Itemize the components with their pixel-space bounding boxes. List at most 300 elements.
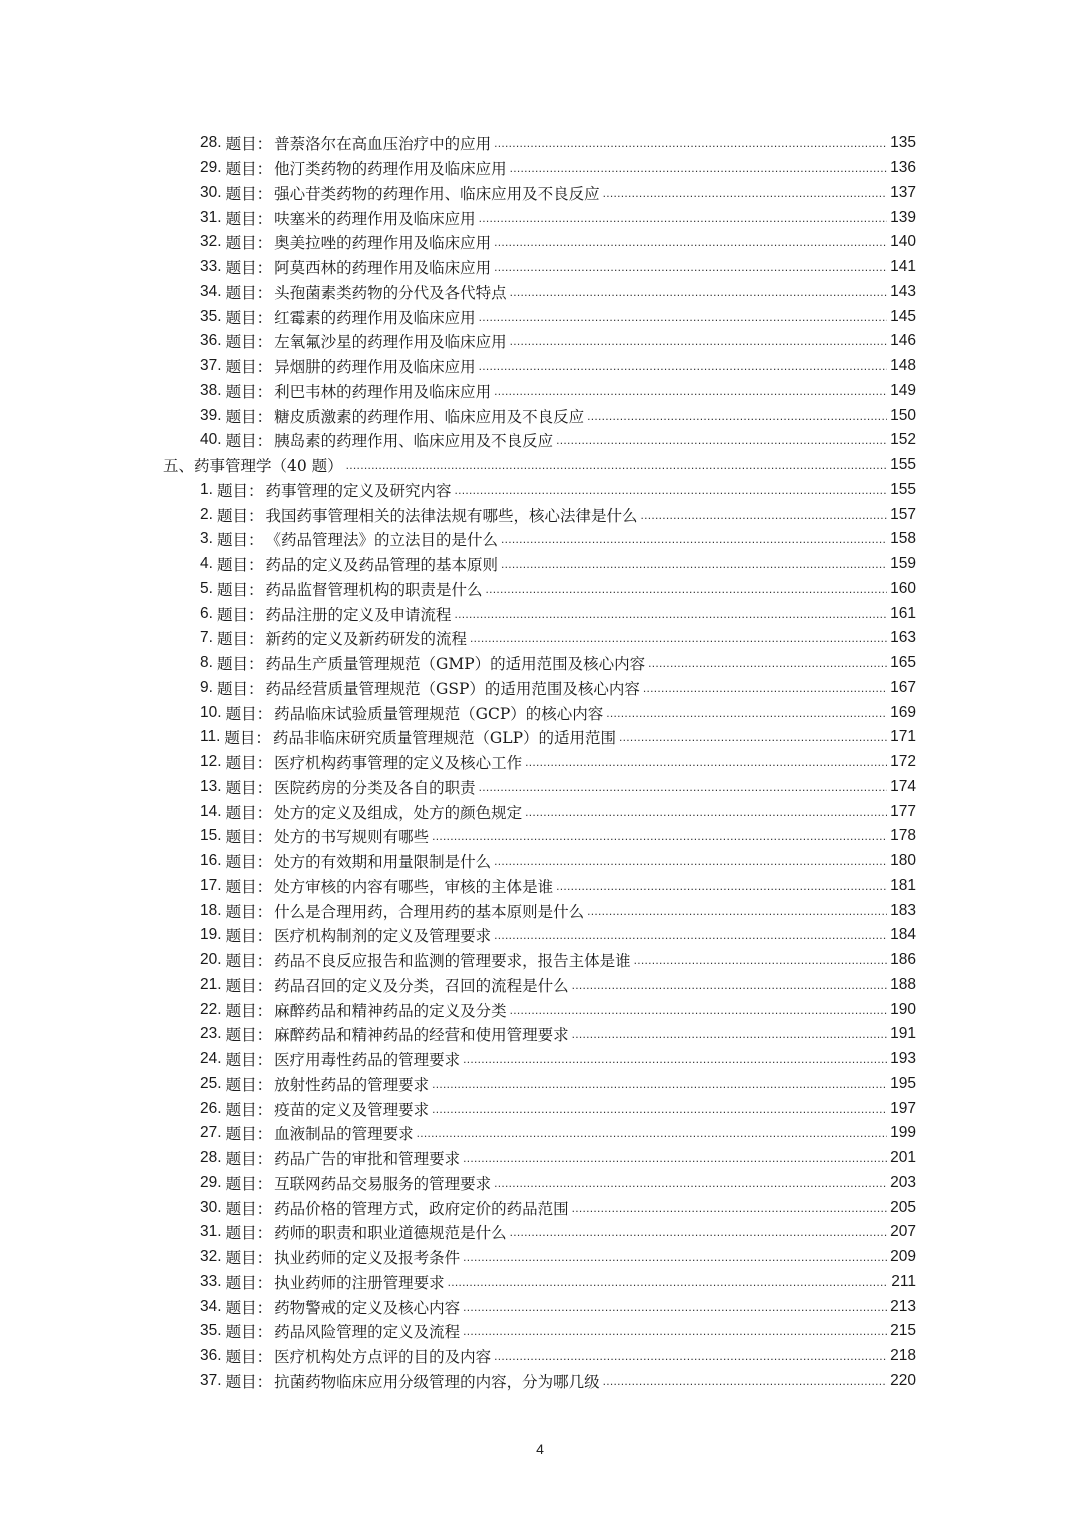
toc-entry-number: 35. (200, 1322, 222, 1340)
toc-entry-page: 169 (890, 703, 916, 721)
toc-entry-label: 题目： (225, 432, 273, 451)
toc-entry-title: 放射性药品的管理要求 (274, 1075, 430, 1094)
toc-entry-label: 题目： (225, 382, 273, 401)
toc-entry-label: 题目： (225, 283, 273, 302)
toc-entry[interactable] (0, 750, 1080, 775)
toc-entry-number: 31. (200, 208, 222, 226)
toc-entry-title: 药师的职责和职业道德规范是什么 (274, 1224, 507, 1243)
toc-entry-page: 155 (890, 480, 916, 498)
toc-entry-title: 强心苷类药物的药理作用、临床应用及不良反应 (274, 184, 600, 203)
toc-entry[interactable] (0, 205, 1080, 230)
toc-entry-label: 题目： (225, 1100, 273, 1119)
toc-entry[interactable] (0, 478, 1080, 503)
dot-leader (525, 804, 887, 820)
dot-leader (448, 1274, 889, 1290)
dot-leader (648, 655, 887, 671)
toc-entry-page: 137 (890, 183, 916, 201)
toc-entry-number: 3. (200, 530, 213, 548)
toc-entry[interactable] (0, 577, 1080, 602)
toc-entry-number: 38. (200, 381, 222, 399)
toc-entry-title: 什么是合理用药，合理用药的基本原则是什么 (274, 902, 585, 921)
toc-entry-title: 左氧氟沙星的药理作用及临床应用 (274, 333, 507, 352)
dot-leader (454, 482, 887, 498)
toc-entry-label: 题目： (225, 1150, 273, 1169)
toc-entry[interactable] (0, 502, 1080, 527)
dot-leader (603, 185, 888, 201)
toc-entry-title: 五、药事管理学（40 题） (163, 457, 343, 476)
toc-entry[interactable] (0, 1121, 1080, 1146)
toc-entry-number: 4. (200, 555, 213, 573)
toc-entry-label: 题目： (225, 209, 273, 228)
dot-leader (510, 333, 888, 349)
toc-entry-page: 150 (890, 406, 916, 424)
toc-entry[interactable] (0, 1047, 1080, 1072)
dot-leader (510, 1224, 888, 1240)
dot-leader (494, 234, 887, 250)
toc-entry-label: 题目： (216, 481, 264, 500)
toc-entry-page: 205 (890, 1198, 916, 1216)
toc-entry-title: 我国药事管理相关的法律法规有哪些，核心法律是什么 (265, 506, 638, 525)
toc-entry-label: 题目： (216, 531, 264, 550)
toc-entry-title: 药品非临床研究质量管理规范（GLP）的适用范围 (272, 729, 617, 748)
toc-entry[interactable] (0, 874, 1080, 899)
toc-entry-page: 163 (890, 629, 916, 647)
dot-leader (525, 754, 887, 770)
toc-entry-page: 159 (890, 555, 916, 573)
toc-entry[interactable] (0, 1022, 1080, 1047)
dot-leader (470, 630, 887, 646)
toc-entry-title: 疫苗的定义及管理要求 (274, 1100, 430, 1119)
toc-entry-number: 30. (200, 183, 222, 201)
toc-entry-title: 利巴韦林的药理作用及临床应用 (274, 382, 492, 401)
toc-entry-number: 34. (200, 282, 222, 300)
toc-entry-label: 题目： (225, 333, 273, 352)
toc-entry-page: 191 (890, 1025, 916, 1043)
toc-entry-title: 胰岛素的药理作用、临床应用及不良反应 (274, 432, 554, 451)
toc-entry-number: 1. (200, 480, 213, 498)
toc-entry-number: 17. (200, 876, 222, 894)
toc-entry-page: 190 (890, 1000, 916, 1018)
toc-entry-page: 149 (890, 381, 916, 399)
toc-entry-number: 22. (200, 1000, 222, 1018)
toc-entry-label: 题目： (225, 1348, 273, 1367)
toc-entry-page: 140 (890, 233, 916, 251)
toc-entry[interactable] (0, 428, 1080, 453)
toc-entry-page: 146 (890, 332, 916, 350)
toc-entry-title: 药品广告的审批和管理要求 (274, 1150, 461, 1169)
toc-entry-label: 题目： (216, 630, 264, 649)
toc-entry-label: 题目： (225, 853, 273, 872)
toc-entry[interactable] (0, 601, 1080, 626)
toc-entry-page: 193 (890, 1050, 916, 1068)
toc-entry-page: 172 (890, 753, 916, 771)
toc-entry-number: 36. (200, 332, 222, 350)
toc-entry-page: 158 (890, 530, 916, 548)
toc-entry[interactable] (0, 280, 1080, 305)
toc-entry-page: 143 (890, 282, 916, 300)
dot-leader (619, 729, 887, 745)
toc-entry-title: 血液制品的管理要求 (274, 1125, 414, 1144)
toc-entry[interactable] (0, 948, 1080, 973)
toc-entry-page: 171 (890, 728, 916, 746)
dot-leader (494, 259, 887, 275)
toc-entry[interactable] (0, 403, 1080, 428)
toc-entry[interactable] (0, 676, 1080, 701)
toc-entry-title: 药品经营质量管理规范（GSP）的适用范围及核心内容 (265, 679, 640, 698)
toc-entry-page: 220 (890, 1371, 916, 1389)
toc-entry-label: 题目： (216, 506, 264, 525)
toc-entry-title: 医疗机构药事管理的定义及核心工作 (274, 754, 523, 773)
dot-leader (463, 1299, 887, 1315)
toc-entry-number: 15. (200, 827, 222, 845)
dot-leader (510, 1002, 888, 1018)
toc-entry-title: 《药品管理法》的立法目的是什么 (265, 531, 498, 550)
toc-entry-number: 25. (200, 1074, 222, 1092)
toc-entry[interactable] (0, 824, 1080, 849)
dot-leader (463, 1051, 887, 1067)
toc-entry-label: 题目： (225, 358, 273, 377)
dot-leader (432, 828, 887, 844)
dot-leader (501, 531, 887, 547)
toc-entry-number: 32. (200, 233, 222, 251)
dot-leader (417, 1125, 888, 1141)
toc-entry-label: 题目： (225, 976, 273, 995)
toc-entry-number: 28. (200, 1149, 222, 1167)
toc-entry-label: 题目： (224, 729, 271, 748)
toc-entry[interactable] (0, 700, 1080, 725)
toc-entry-number: 30. (200, 1198, 222, 1216)
toc-entry[interactable] (0, 379, 1080, 404)
toc-entry-title: 抗菌药物临床应用分级管理的内容，分为哪几级 (274, 1372, 600, 1391)
toc-entry-title: 药品的定义及药品管理的基本原则 (265, 556, 498, 575)
toc-entry[interactable] (0, 552, 1080, 577)
toc-entry-number: 21. (200, 975, 222, 993)
toc-entry-title: 药品临床试验质量管理规范（GCP）的核心内容 (274, 704, 604, 723)
toc-entry-page: 157 (890, 505, 916, 523)
toc-entry-title: 药物警戒的定义及核心内容 (274, 1298, 461, 1317)
toc-entry-title: 药品风险管理的定义及流程 (274, 1323, 461, 1342)
dot-leader (494, 135, 887, 151)
toc-entry-label: 题目： (225, 927, 273, 946)
toc-entry-label: 题目： (225, 184, 273, 203)
toc-entry-title: 头孢菌素类药物的分代及各代特点 (274, 283, 507, 302)
toc-entry-label: 题目： (216, 556, 264, 575)
toc-entry-label: 题目： (216, 655, 264, 674)
toc-entry-page: 188 (890, 975, 916, 993)
toc-entry-page: 152 (890, 431, 916, 449)
toc-entry-number: 33. (200, 1272, 222, 1290)
page-number: 4 (536, 1441, 544, 1457)
toc-entry-number: 34. (200, 1297, 222, 1315)
toc-entry-label: 题目： (225, 952, 273, 971)
toc-entry-number: 28. (200, 134, 222, 152)
dot-leader (494, 927, 887, 943)
toc-entry[interactable] (0, 1270, 1080, 1295)
toc-entry-number: 26. (200, 1099, 222, 1117)
toc-entry-title: 异烟肼的药理作用及临床应用 (274, 358, 476, 377)
toc-entry-page: 207 (890, 1223, 916, 1241)
toc-entry[interactable] (0, 1245, 1080, 1270)
toc-entry-label: 题目： (225, 1298, 273, 1317)
toc-entry-page: 160 (890, 579, 916, 597)
toc-entry-page: 136 (890, 159, 916, 177)
toc-entry[interactable] (0, 1294, 1080, 1319)
toc-entry-page: 148 (890, 357, 916, 375)
toc-entry-label: 题目： (225, 1026, 273, 1045)
dot-leader (463, 1249, 887, 1265)
toc-entry-page: 167 (890, 678, 916, 696)
toc-entry-page: 199 (890, 1124, 916, 1142)
toc-entry-number: 2. (200, 505, 213, 523)
toc-entry-label: 题目： (225, 1075, 273, 1094)
dot-leader (643, 680, 887, 696)
toc-entry-number: 7. (200, 629, 213, 647)
toc-entry-title: 新药的定义及新药研发的流程 (265, 630, 467, 649)
toc-entry[interactable] (0, 1171, 1080, 1196)
toc-entry-page: 180 (890, 852, 916, 870)
toc-entry-label: 题目： (225, 308, 273, 327)
toc-entry-title: 药事管理的定义及研究内容 (265, 481, 452, 500)
toc-entry-label: 题目： (216, 679, 264, 698)
toc-entry[interactable] (0, 775, 1080, 800)
dot-leader (587, 903, 887, 919)
toc-entry-page: 161 (890, 604, 916, 622)
toc-entry-label: 题目： (225, 1372, 273, 1391)
toc-entry-label: 题目： (225, 902, 273, 921)
toc-entry-label: 题目： (225, 1125, 273, 1144)
toc-entry-number: 36. (200, 1347, 222, 1365)
toc-entry-number: 19. (200, 926, 222, 944)
toc-entry-title: 麻醉药品和精神药品的经营和使用管理要求 (274, 1026, 569, 1045)
toc-entry[interactable] (0, 626, 1080, 651)
toc-entry-page: 178 (890, 827, 916, 845)
dot-leader (572, 1200, 888, 1216)
dot-leader (572, 977, 888, 993)
toc-entry[interactable] (0, 1146, 1080, 1171)
toc-entry-title: 处方审核的内容有哪些，审核的主体是谁 (274, 877, 554, 896)
toc-entry-page: 195 (890, 1074, 916, 1092)
dot-leader (463, 1150, 887, 1166)
toc-entry-page: 155 (890, 456, 916, 474)
toc-entry[interactable] (0, 849, 1080, 874)
dot-leader (485, 581, 887, 597)
toc-entry-number: 37. (200, 357, 222, 375)
toc-entry-page: 174 (890, 777, 916, 795)
toc-entry-label: 题目： (225, 1224, 273, 1243)
toc-entry-title: 药品不良反应报告和监测的管理要求，报告主体是谁 (274, 952, 631, 971)
toc-entry[interactable] (0, 1096, 1080, 1121)
toc-entry-page: 145 (890, 307, 916, 325)
dot-leader (556, 878, 887, 894)
toc-entry-label: 题目： (225, 135, 273, 154)
toc-entry-page: 215 (890, 1322, 916, 1340)
dot-leader (479, 309, 888, 325)
toc-entry-number: 18. (200, 901, 222, 919)
toc-entry-title: 奥美拉唑的药理作用及临床应用 (274, 234, 492, 253)
toc-entry-number: 8. (200, 654, 213, 672)
dot-leader (479, 210, 888, 226)
toc-entry-number: 39. (200, 406, 222, 424)
toc-entry-number: 5. (200, 579, 213, 597)
toc-entry-label: 题目： (225, 407, 273, 426)
toc-entry-page: 218 (890, 1347, 916, 1365)
toc-entry-label: 题目： (225, 803, 273, 822)
dot-leader (463, 1323, 887, 1339)
toc-entry-number: 27. (200, 1124, 222, 1142)
toc-entry-page: 141 (890, 258, 916, 276)
toc-entry-number: 37. (200, 1371, 222, 1389)
toc-entry-title: 药品监督管理机构的职责是什么 (265, 580, 483, 599)
toc-entry-number: 40. (200, 431, 222, 449)
dot-leader (346, 457, 887, 473)
toc-entry-title: 处方的书写规则有哪些 (274, 828, 430, 847)
toc-entry-title: 执业药师的注册管理要求 (274, 1273, 445, 1292)
toc-entry-page: 165 (890, 654, 916, 672)
table-of-contents (0, 131, 1080, 1393)
dot-leader (501, 556, 887, 572)
toc-entry-label: 题目： (225, 1199, 273, 1218)
toc-entry-page: 184 (890, 926, 916, 944)
toc-entry[interactable] (0, 156, 1080, 181)
dot-leader (494, 383, 887, 399)
dot-leader (494, 853, 887, 869)
toc-entry[interactable] (0, 1220, 1080, 1245)
toc-entry-number: 31. (200, 1223, 222, 1241)
dot-leader (606, 705, 887, 721)
toc-entry-page: 197 (890, 1099, 916, 1117)
toc-entry[interactable] (0, 1369, 1080, 1394)
toc-entry[interactable] (0, 230, 1080, 255)
dot-leader (494, 1348, 887, 1364)
dot-leader (454, 606, 887, 622)
toc-entry[interactable] (0, 255, 1080, 280)
toc-entry-label: 题目： (225, 1051, 273, 1070)
toc-entry-title: 互联网药品交易服务的管理要求 (274, 1174, 492, 1193)
toc-entry-page: 181 (890, 876, 916, 894)
toc-entry-label: 题目： (225, 160, 273, 179)
toc-entry-page: 211 (891, 1272, 916, 1290)
toc-entry-title: 医疗机构制剂的定义及管理要求 (274, 927, 492, 946)
toc-entry-page: 201 (890, 1149, 916, 1167)
toc-entry-page: 177 (890, 802, 916, 820)
toc-entry-title: 处方的有效期和用量限制是什么 (274, 853, 492, 872)
toc-entry-number: 13. (200, 777, 222, 795)
toc-section-heading[interactable] (0, 453, 1080, 478)
toc-entry[interactable] (0, 725, 1080, 750)
toc-entry-title: 医院药房的分类及各自的职责 (274, 778, 476, 797)
toc-entry-number: 35. (200, 307, 222, 325)
toc-entry-title: 药品价格的管理方式，政府定价的药品范围 (274, 1199, 569, 1218)
toc-entry-label: 题目： (225, 259, 273, 278)
toc-entry[interactable] (0, 329, 1080, 354)
toc-entry-title: 糖皮质激素的药理作用、临床应用及不良反应 (274, 407, 585, 426)
toc-entry-label: 题目： (225, 234, 273, 253)
toc-entry-number: 32. (200, 1248, 222, 1266)
toc-entry-page: 213 (890, 1297, 916, 1315)
toc-entry[interactable] (0, 1344, 1080, 1369)
dot-leader (494, 1175, 887, 1191)
dot-leader (432, 1076, 887, 1092)
toc-entry-title: 药品生产质量管理规范（GMP）的适用范围及核心内容 (265, 655, 646, 674)
toc-entry-number: 20. (200, 951, 222, 969)
dot-leader (510, 160, 888, 176)
toc-entry-page: 135 (890, 134, 916, 152)
dot-leader (479, 779, 888, 795)
toc-entry[interactable] (0, 304, 1080, 329)
toc-entry[interactable] (0, 1072, 1080, 1097)
dot-leader (572, 1026, 888, 1042)
toc-entry-title: 红霉素的药理作用及临床应用 (274, 308, 476, 327)
toc-entry-number: 6. (200, 604, 213, 622)
toc-entry-number: 29. (200, 1173, 222, 1191)
toc-entry[interactable] (0, 181, 1080, 206)
toc-entry[interactable] (0, 1319, 1080, 1344)
toc-entry-label: 题目： (225, 1174, 273, 1193)
toc-entry[interactable] (0, 973, 1080, 998)
toc-entry[interactable] (0, 923, 1080, 948)
toc-entry-page: 183 (890, 901, 916, 919)
toc-entry-title: 他汀类药物的药理作用及临床应用 (274, 160, 507, 179)
toc-entry-label: 题目： (225, 754, 273, 773)
dot-leader (603, 1373, 888, 1389)
toc-entry-number: 29. (200, 159, 222, 177)
toc-entry-number: 11. (200, 728, 221, 746)
dot-leader (432, 1101, 887, 1117)
toc-entry-page: 203 (890, 1173, 916, 1191)
toc-entry-number: 23. (200, 1025, 222, 1043)
toc-entry[interactable] (0, 354, 1080, 379)
toc-entry[interactable] (0, 1195, 1080, 1220)
toc-entry-number: 16. (200, 852, 222, 870)
toc-entry-title: 医疗机构处方点评的目的及内容 (274, 1348, 492, 1367)
toc-entry-page: 186 (890, 951, 916, 969)
toc-entry[interactable] (0, 997, 1080, 1022)
toc-entry-number: 10. (200, 703, 222, 721)
toc-entry-label: 题目： (225, 1001, 273, 1020)
toc-entry-label: 题目： (225, 704, 273, 723)
toc-entry[interactable] (0, 131, 1080, 156)
toc-entry[interactable] (0, 651, 1080, 676)
toc-entry-title: 医疗用毒性药品的管理要求 (274, 1051, 461, 1070)
toc-entry-label: 题目： (216, 605, 264, 624)
toc-entry-title: 麻醉药品和精神药品的定义及分类 (274, 1001, 507, 1020)
toc-entry-label: 题目： (225, 1323, 273, 1342)
toc-entry-label: 题目： (225, 877, 273, 896)
toc-entry[interactable] (0, 898, 1080, 923)
toc-entry-page: 209 (890, 1248, 916, 1266)
toc-entry-label: 题目： (225, 828, 273, 847)
toc-entry[interactable] (0, 527, 1080, 552)
dot-leader (587, 408, 887, 424)
toc-entry-label: 题目： (225, 778, 273, 797)
toc-entry-label: 题目： (225, 1273, 273, 1292)
toc-entry-number: 14. (200, 802, 222, 820)
toc-entry-page: 139 (890, 208, 916, 226)
toc-entry-title: 执业药师的定义及报考条件 (274, 1249, 461, 1268)
dot-leader (634, 952, 888, 968)
dot-leader (556, 432, 887, 448)
toc-entry-number: 12. (200, 753, 222, 771)
dot-leader (640, 507, 887, 523)
toc-entry-title: 药品注册的定义及申请流程 (265, 605, 452, 624)
toc-entry-number: 9. (200, 678, 213, 696)
toc-entry[interactable] (0, 799, 1080, 824)
toc-entry-number: 33. (200, 258, 222, 276)
dot-leader (510, 284, 888, 300)
toc-entry-number: 24. (200, 1050, 222, 1068)
toc-entry-title: 呋塞米的药理作用及临床应用 (274, 209, 476, 228)
toc-entry-title: 药品召回的定义及分类，召回的流程是什么 (274, 976, 569, 995)
